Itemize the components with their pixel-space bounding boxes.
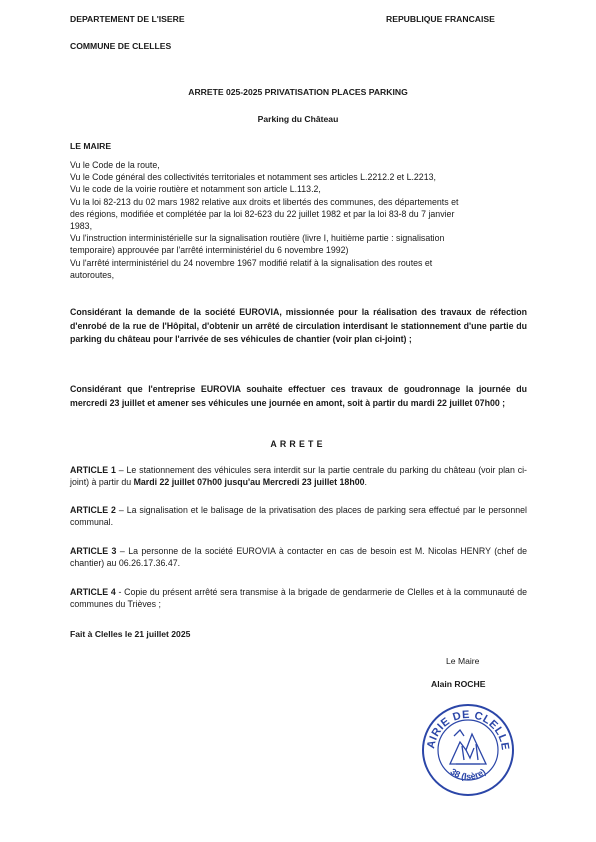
article-text: – La personne de la société EUROVIA à contacter en cas de besoin est M. Nicolas HENRY (chef de chantier) au 06.26.17.36.47. xyxy=(70,546,527,569)
article-text: – Le stationnement des véhicules sera interdit sur la partie centrale du parking du château (voir plan ci-joint) à partir du xyxy=(70,465,527,488)
considerant-paragraph: Considérant la demande de la société EUROVIA, missionnée pour la réalisation des travaux de réfection d'enrobé de la rue de l'Hôpital, d'obtenir un arrêté de circulation interdisant le stationnement d'une partie du parking du château pour l'arrivée de ses véhicules de chantier (voir plan ci-joint) ; xyxy=(70,307,527,345)
article-label: ARTICLE 1 xyxy=(70,465,116,475)
signatory-name: Alain ROCHE xyxy=(431,679,486,689)
vu-line: 1983, xyxy=(70,221,93,232)
department-name: DEPARTEMENT DE L'ISERE xyxy=(70,14,185,24)
vu-line: Vu l'instruction interministérielle sur la signalisation routière (livre I, huitième partie : signalisation xyxy=(70,233,445,244)
le-maire-heading: LE MAIRE xyxy=(70,141,112,151)
article-text: – La signalisation et le balisage de la privatisation des places de parking sera effectué par le personnel communal. xyxy=(70,505,527,528)
article-label: ARTICLE 3 xyxy=(70,546,117,556)
article-label: ARTICLE 2 xyxy=(70,505,116,515)
article-dates: Mardi 22 juillet 07h00 jusqu'au Mercredi 23 juillet 18h00 xyxy=(133,477,365,488)
article-2 xyxy=(70,504,527,528)
vu-line: Vu le Code général des collectivités territoriales et notamment ses articles L.2212.2 et L.2213, xyxy=(70,172,436,183)
article-label: ARTICLE 4 xyxy=(70,587,116,597)
considerant-paragraph: Considérant que l'entreprise EUROVIA souhaite effectuer ces travaux de goudronnage la journée du mercredi 23 juillet et amener ses véhicules une journée en amont, soit à partir du mardi 22 juillet 07h00 ; xyxy=(70,384,527,408)
article-1 xyxy=(70,464,527,488)
svg-text:MAIRIE DE CLELLES: AIRIE DE CLELLE xyxy=(425,708,512,752)
mairie-seal-icon xyxy=(420,702,516,798)
svg-text:38 (Isère): 38 (Isère) xyxy=(448,766,488,782)
vu-line: des régions, modifiée et complétée par la loi 82-623 du 22 juillet 1982 et par la loi 83-8 du 7 janvier xyxy=(70,208,455,219)
document-subtitle: Parking du Château xyxy=(257,114,339,124)
document-title: ARRETE 025-2025 PRIVATISATION PLACES PARKING xyxy=(188,87,408,97)
place-and-date: Fait à Clelles le 21 juillet 2025 xyxy=(70,629,191,639)
vu-line: Vu le Code de la route, xyxy=(70,160,160,170)
article-text-end: . xyxy=(364,477,367,488)
official-stamp xyxy=(420,702,516,798)
vu-list xyxy=(70,159,527,281)
commune-name: COMMUNE DE CLELLES xyxy=(70,41,172,51)
article-4 xyxy=(70,586,527,610)
signatory-role: Le Maire xyxy=(446,656,480,666)
arrete-heading: ARRETE xyxy=(270,439,326,449)
vu-line: Vu le code de la voirie routière et notamment son article L.113.2, xyxy=(70,184,321,195)
republic-name: REPUBLIQUE FRANCAISE xyxy=(386,14,495,24)
article-text: - Copie du présent arrêté sera transmise à la brigade de gendarmerie de Clelles et à la communauté de communes du Trièves ; xyxy=(70,587,527,610)
vu-line: temporaire) approuvée par l'arrêté interministériel du 6 novembre 1992) xyxy=(70,245,349,256)
article-3 xyxy=(70,545,527,569)
vu-line: Vu la loi 82-213 du 02 mars 1982 relative aux droits et libertés des communes, des départements et xyxy=(70,196,459,207)
vu-line: autoroutes, xyxy=(70,269,115,280)
vu-line: Vu l'arrêté interministériel du 24 novembre 1967 modifié relatif à la signalisation des routes et xyxy=(70,257,433,268)
